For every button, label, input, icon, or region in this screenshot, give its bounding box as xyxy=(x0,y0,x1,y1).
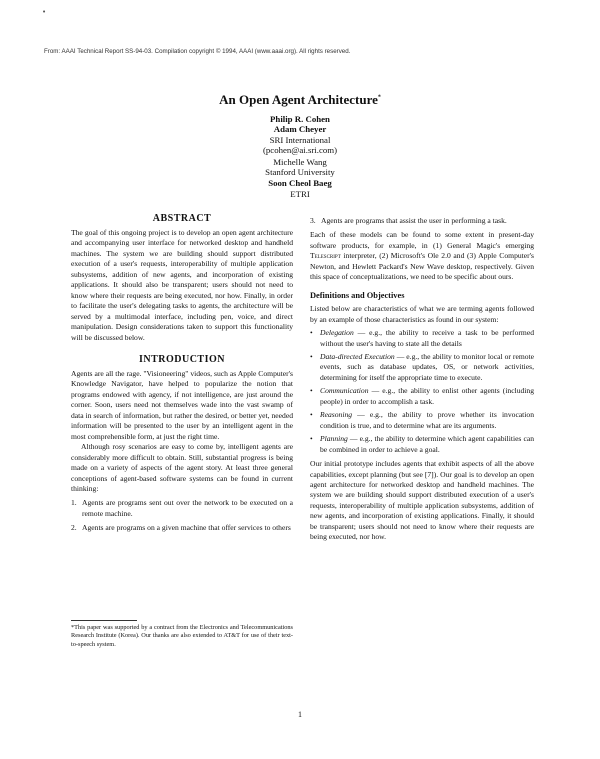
footnote-rule xyxy=(71,620,137,621)
list-text: Agents are programs sent out over the network to be executed on a remote machine. xyxy=(82,498,293,518)
author-affiliation: ETRI xyxy=(290,188,310,199)
bullet-item xyxy=(310,410,534,431)
introduction-heading: INTRODUCTION xyxy=(138,353,225,365)
bullet-term: Planning xyxy=(320,434,348,444)
author-affiliation: SRI International xyxy=(269,134,331,145)
characteristics-paragraph: Listed below are characteristics of what we are terming agents followed by an example of those characteristics as found in our system: xyxy=(310,304,534,324)
copyright-notice: From: AAAI Technical Report SS-94-03. Compilation copyright © 1994, AAAI (www.aaai.org). All rights reserved. xyxy=(44,48,351,55)
bullet-term: Reasoning xyxy=(320,410,353,420)
definitions-subheading: Definitions and Objectives xyxy=(310,290,405,300)
conception-list xyxy=(71,498,293,533)
list-item xyxy=(71,523,293,533)
list-text: Agents are programs that assist the user in performing a task. xyxy=(321,216,507,225)
bullet-dot: • xyxy=(310,351,313,361)
models-text-a: Each of these models can be found to some extent in present-day software products, for example, in (1) General Magic's emerging xyxy=(310,230,534,250)
conception-list-continued xyxy=(310,216,534,226)
author-email: (pcohen@ai.sri.com) xyxy=(262,145,338,156)
bullet-term: Communication xyxy=(320,386,369,396)
left-column xyxy=(71,212,293,534)
footnote: *This paper was supported by a contract from the Electronics and Telecommunications Research Institute (Korea). Our thanks are also extended to AT&T for use of their text-to-speech system. xyxy=(71,624,293,648)
prototype-paragraph: Our initial prototype includes agents that exhibit aspects of all the above capabilities, except planning (but see [7]). Our goal is to develop an open agent architecture for networked desktop and handheld machines. The system we are building should support distributed execution of a user's requests, interoperability of multiple application subsystems, addition of new agents, and incorporation of existing applications. Finally, it should be transparent; users should not need to know where their requests are being executed, nor how. xyxy=(310,459,534,542)
title-footnote-mark: * xyxy=(377,94,381,101)
bullet-text: — e.g., the ability to enlist other agents (including people) in order to accomplish a task. xyxy=(320,386,534,406)
bullet-text: — e.g., the ability to determine which agent capabilities can be combined in order to achieve a goal. xyxy=(320,434,534,454)
bullet-dot: • xyxy=(310,386,313,396)
bullet-dot: • xyxy=(310,434,313,444)
telescript-term: Telescript xyxy=(310,251,341,261)
intro-paragraph-2: Although rosy scenarios are easy to come by, intelligent agents are considerably more difficult to obtain. Still, substantial progress is being made on a variety of aspects of the agent story. At least three general conceptions of agent-based software systems can be found in current thinking: xyxy=(71,442,293,493)
bullet-term: Delegation xyxy=(320,328,354,338)
title-text: An Open Agent Architecture xyxy=(219,92,378,107)
author-name-plain: Michelle Wang xyxy=(273,156,327,167)
right-column xyxy=(310,216,534,543)
list-number: 2. xyxy=(71,523,77,533)
author-name: Philip R. Cohen xyxy=(270,114,330,124)
abstract-heading: ABSTRACT xyxy=(152,213,212,224)
bullet-text: — e.g., the ability to receive a task to be performed without the user's having to state all the details xyxy=(320,328,534,348)
models-paragraph xyxy=(310,230,534,282)
bullet-term: Data-directed Execution xyxy=(320,351,395,361)
bullet-item xyxy=(310,386,534,407)
abstract-text: The goal of this ongoing project is to develop an open agent architecture and accompanying user interface for networked desktop and handheld machines. The system we are building should support distributed execution of a user's requests, interoperability of multiple application subsystems, addition of new agents, and incorporation of existing applications. It should also be transparent; users should not need to know where their requests are being executed, nor how. Finally, in order to facilitate the user's delegating tasks to agents, the architecture will be served by a multimodal interface, including pen, voice, and direct manipulation. Design considerations taken to support this functionality will be discussed below. xyxy=(71,228,293,342)
characteristics-list xyxy=(310,328,534,455)
bullet-text: — e.g., the ability to prove whether its invocation condition is true, and to determine what are its arguments. xyxy=(320,410,534,430)
bullet-text: — e.g., the ability to monitor local or remote events, such as database updates, OS, or network activities, determining for itself the appropriate time to execute. xyxy=(320,351,534,382)
bullet-item xyxy=(310,328,534,349)
bullet-dot: • xyxy=(310,328,313,338)
intro-paragraph-1: Agents are all the rage. "Visioneering" videos, such as Apple Computer's Knowledge Navigator, have helped to popularize the notion that programs endowed with agency, if not intelligence, are just around the corner. Soon, users need not themselves wade into the vast swamp of data in search of information, but rather the desired, or better yet, needed information will be presented to the user by an intelligent agent in the most comprehensible form, at just the right time. xyxy=(71,368,293,441)
author-affiliation: Stanford University xyxy=(265,167,335,178)
list-item xyxy=(71,498,293,519)
list-number: 3. xyxy=(310,216,316,225)
author-name: Adam Cheyer xyxy=(273,124,327,135)
list-item xyxy=(310,216,534,226)
corner-mark: • xyxy=(42,8,47,16)
page-number: 1 xyxy=(298,710,302,719)
models-text-b: interpreter, (2) Microsoft's Ole 2.0 and (3) Apple Computer's Newton, and Hewlett Packard's New Wave desktop, respectively. Given this space of conceptualizations, we need to be specific about ours. xyxy=(310,251,534,282)
list-text: Agents are programs on a given machine that offer services to others xyxy=(82,523,291,533)
bullet-dot: • xyxy=(310,410,313,420)
paper-title xyxy=(0,92,600,108)
author-block xyxy=(150,114,450,199)
list-number: 1. xyxy=(71,498,77,508)
author-name: Soon Cheol Baeg xyxy=(268,178,332,189)
bullet-item xyxy=(310,434,534,455)
bullet-item xyxy=(310,352,534,383)
